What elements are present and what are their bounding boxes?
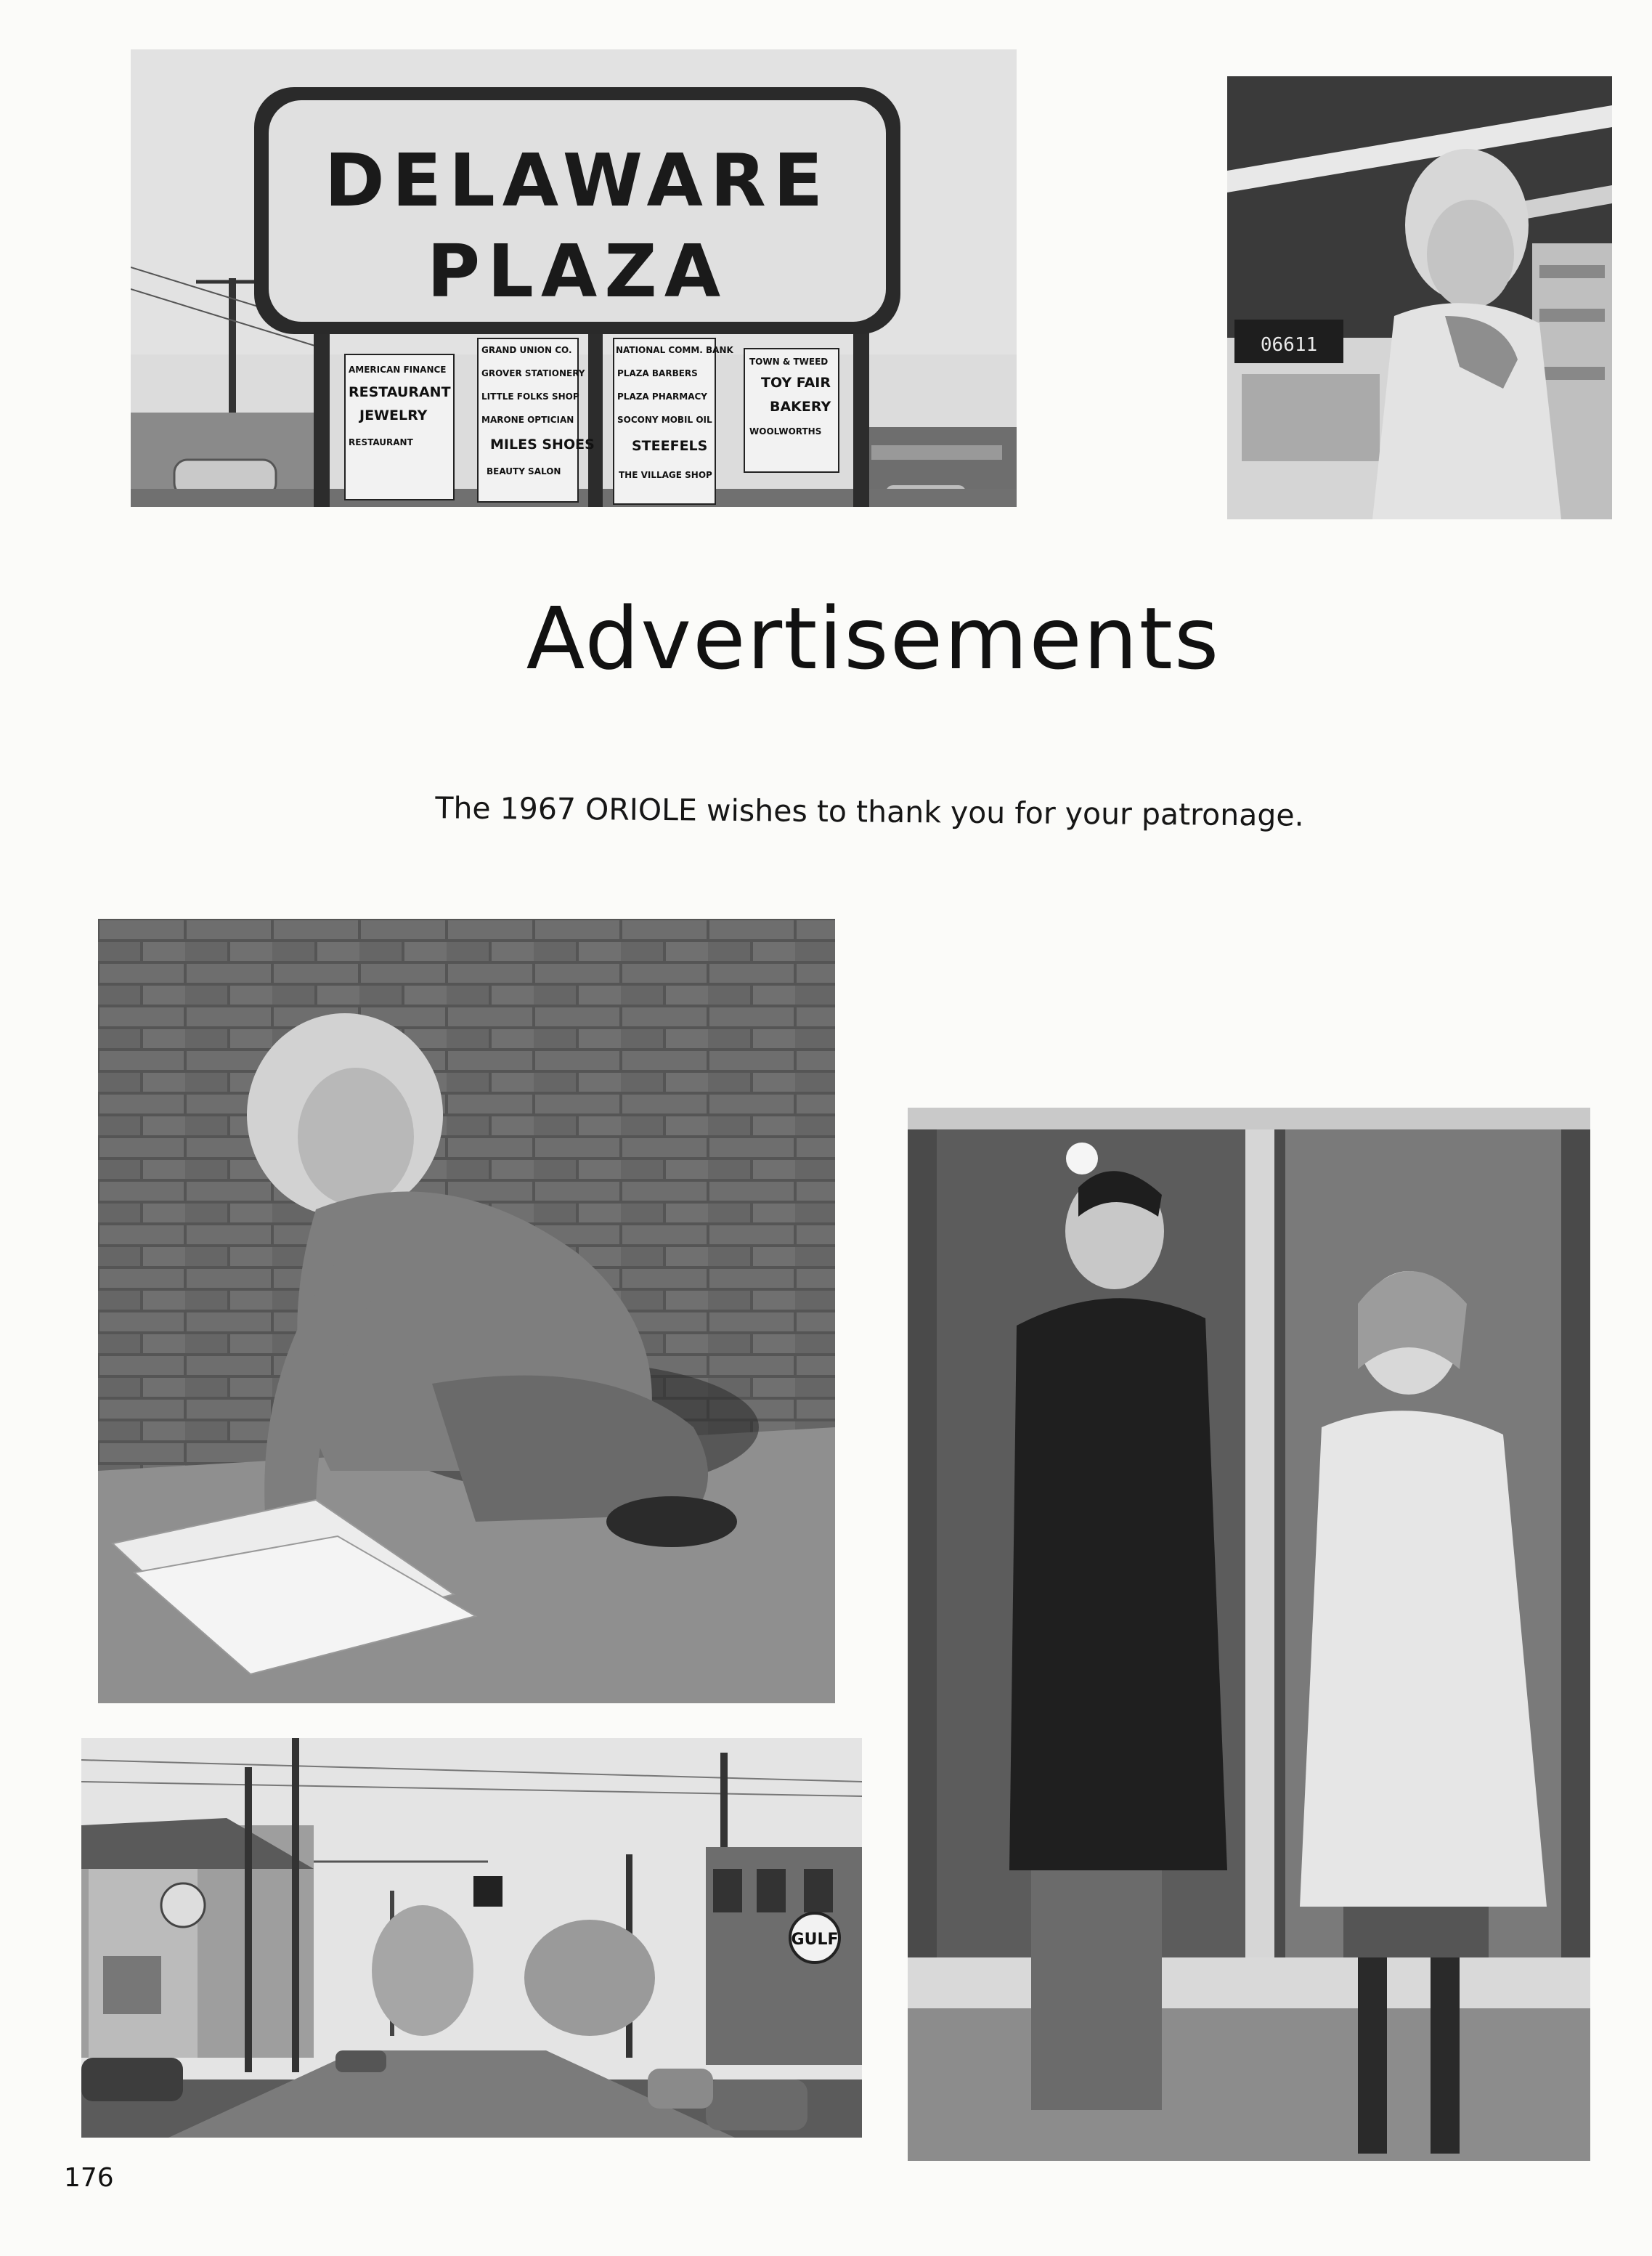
tenant-item: PLAZA PHARMACY xyxy=(617,391,707,402)
thank-you-message: The 1967 ORIOLE wishes to thank you for your patronage. xyxy=(435,790,1304,833)
sign-photo-graphic xyxy=(131,49,1017,507)
sign-line2: PLAZA xyxy=(426,229,728,314)
street-photo-graphic xyxy=(81,1738,862,2138)
tenant-item: THE VILLAGE SHOP xyxy=(619,470,712,480)
cashier-photo xyxy=(1227,76,1612,519)
tenant-item: SOCONY MOBIL OIL xyxy=(617,415,712,425)
register-display: 06611 xyxy=(1260,334,1318,356)
tenant-item: RESTAURANT xyxy=(349,437,413,447)
tenant-item: LITTLE FOLKS SHOP xyxy=(481,391,579,402)
tenant-item: TOWN & TWEED xyxy=(749,357,829,367)
tenant-item: STEEFELS xyxy=(632,438,708,454)
tenant-item: BEAUTY SALON xyxy=(487,466,561,476)
tenant-board-4 xyxy=(744,349,839,472)
tenant-board-1 xyxy=(345,354,454,500)
gulf-sign-text: GULF xyxy=(791,1931,839,1949)
tenant-item: RESTAURANT xyxy=(349,384,451,400)
tenant-item: NATIONAL COMM. BANK xyxy=(616,345,733,355)
tenant-item: PLAZA BARBERS xyxy=(617,368,698,378)
page-number: 176 xyxy=(64,2163,114,2193)
tenant-item: BAKERY xyxy=(770,399,831,415)
girl-writing-photo xyxy=(98,919,835,1703)
couple-photo-graphic xyxy=(908,1108,1590,2161)
delaware-plaza-sign-photo xyxy=(131,49,1017,507)
street-scene-photo xyxy=(81,1738,862,2138)
tenant-board-2 xyxy=(478,338,595,502)
tenant-item: MILES SHOES xyxy=(490,437,595,453)
tenant-item: GROVER STATIONERY xyxy=(481,368,585,378)
tenant-item: AMERICAN FINANCE xyxy=(349,365,447,375)
girl-photo-graphic xyxy=(98,919,835,1703)
page-title: Advertisements xyxy=(526,588,1221,689)
tenant-item: TOY FAIR xyxy=(761,375,831,391)
tenant-item: GRAND UNION CO. xyxy=(481,345,572,355)
couple-storefront-photo xyxy=(908,1108,1590,2161)
tenant-item: WOOLWORTHS xyxy=(749,426,822,437)
tenant-item: MARONE OPTICIAN xyxy=(481,415,574,425)
tenant-item: JEWELRY xyxy=(359,407,428,423)
cashier-photo-graphic xyxy=(1227,76,1612,519)
sign-line1: DELAWARE xyxy=(324,138,831,223)
tenant-board-3 xyxy=(614,338,734,504)
